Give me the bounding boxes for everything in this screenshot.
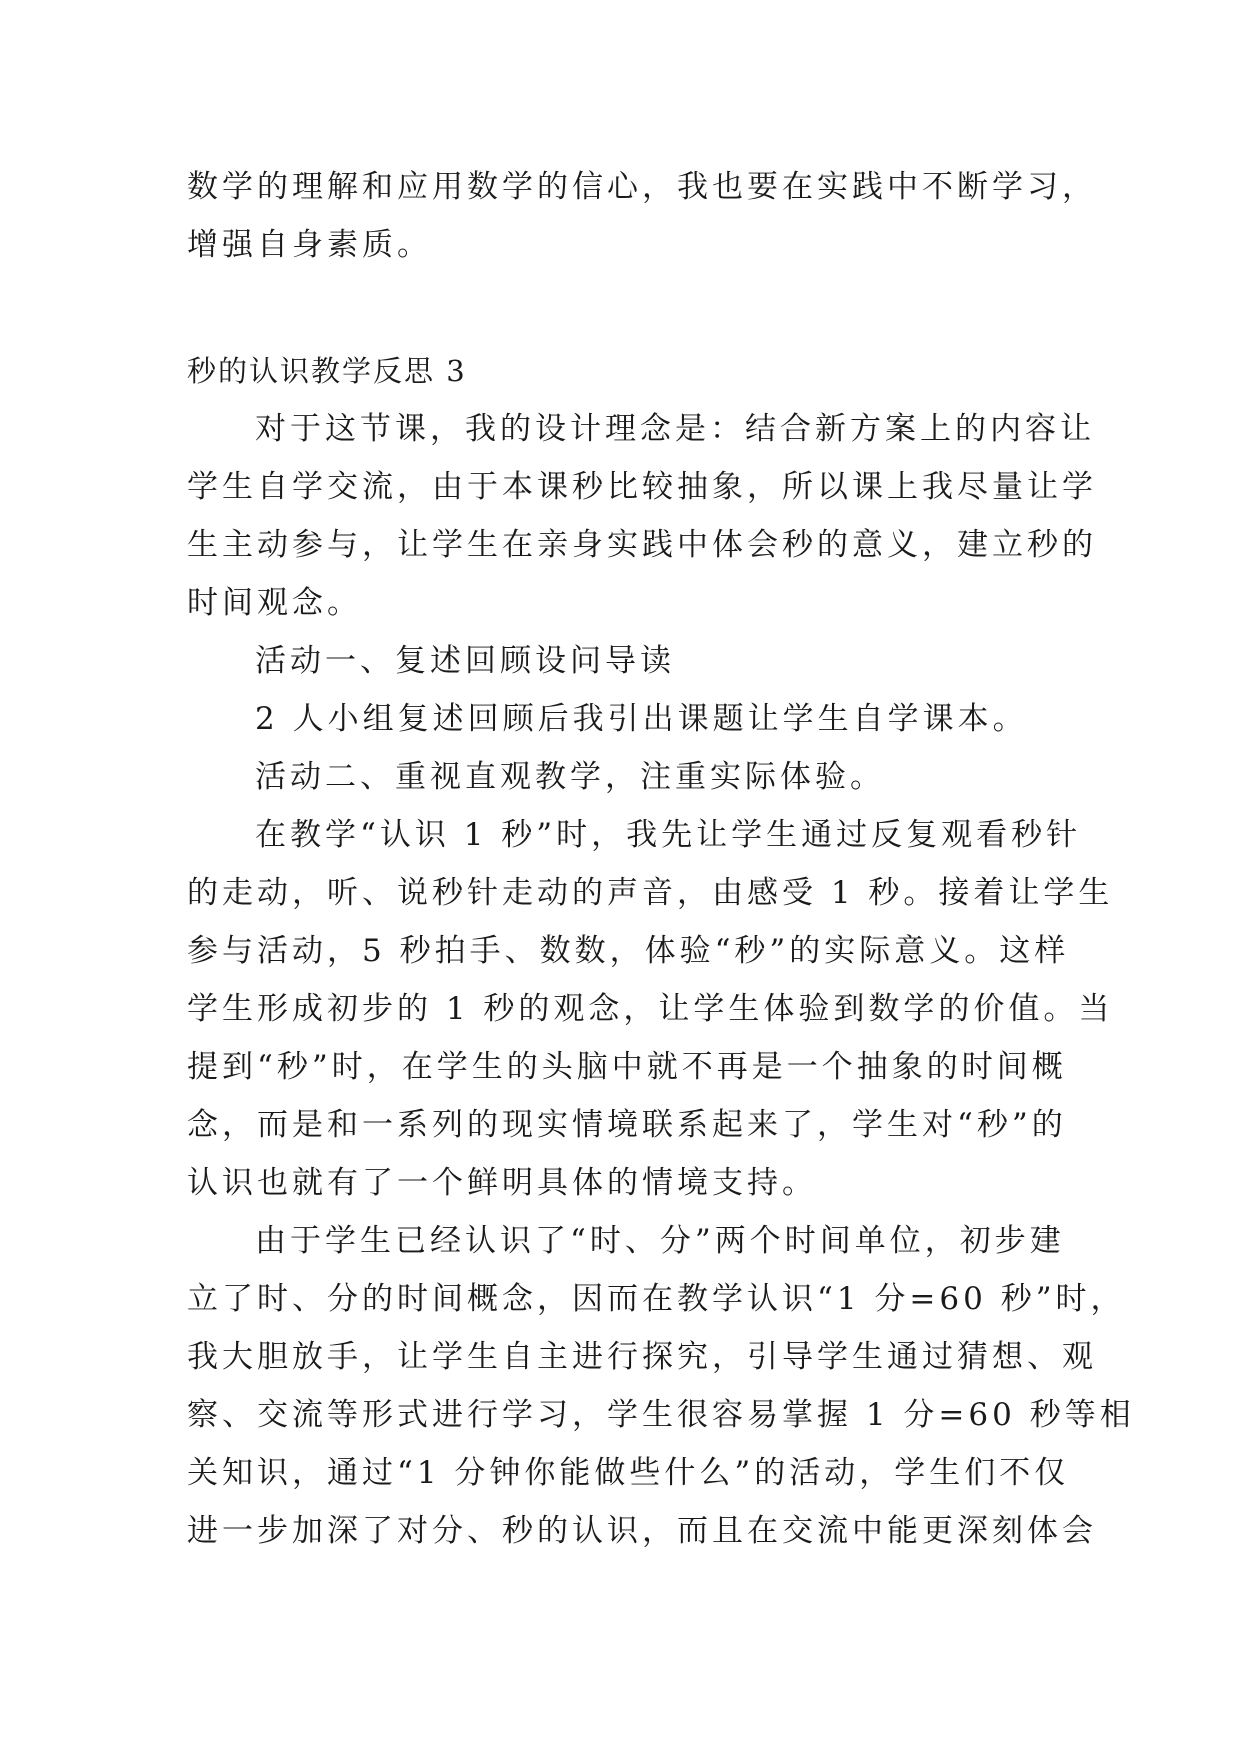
activity-two-heading	[187, 748, 1055, 806]
text-line: 察、交流等形式进行学习，学生很容易掌握 1 分=60 秒等相	[187, 1397, 1135, 1433]
text-line: 学生形成初步的 1 秒的观念，让学生体验到数学的价值。当	[187, 991, 1114, 1027]
text-line: 参与活动，5 秒拍手、数数，体验“秒”的实际意义。这样	[187, 933, 1070, 969]
activity-one-heading	[187, 632, 1055, 690]
text-line: 增强自身素质。	[187, 227, 432, 263]
text-line: 关知识，通过“1 分钟你能做些什么”的活动，学生们不仅	[187, 1455, 1070, 1491]
paragraph-minute-seconds	[187, 1212, 1135, 1560]
text-line: 活动二、重视直观教学，注重实际体验。	[255, 759, 885, 795]
text-line: 认识也就有了一个鲜明具体的情境支持。	[187, 1165, 817, 1201]
section-title: 秒的认识教学反思 3	[187, 354, 467, 388]
paragraph-gap	[187, 274, 1055, 342]
text-line: 对于这节课，我的设计理念是：结合新方案上的内容让	[255, 411, 1095, 447]
text-line: 提到“秒”时，在学生的头脑中就不再是一个抽象的时间概	[187, 1049, 1067, 1085]
text-line: 时间观念。	[187, 585, 362, 621]
text-line: 念，而是和一系列的现实情境联系起来了，学生对“秒”的	[187, 1107, 1067, 1143]
paragraph-intro	[187, 400, 1097, 632]
text-line: 进一步加深了对分、秒的认识，而且在交流中能更深刻体会	[187, 1513, 1097, 1549]
text-line: 由于学生已经认识了“时、分”两个时间单位，初步建	[255, 1223, 1065, 1259]
text-line: 活动一、复述回顾设问导读	[255, 643, 675, 679]
continuation-paragraph	[187, 158, 1097, 274]
text-line: 在教学“认识 1 秒”时，我先让学生通过反复观看秒针	[255, 817, 1082, 853]
text-line: 立了时、分的时间概念，因而在教学认识“1 分=60 秒”时，	[187, 1281, 1126, 1317]
text-line: 数学的理解和应用数学的信心，我也要在实践中不断学习，	[187, 169, 1097, 205]
text-line: 2 人小组复述回顾后我引出课题让学生自学课本。	[255, 701, 1028, 737]
paragraph-group-review	[187, 690, 1055, 748]
text-line: 学生自学交流，由于本课秒比较抽象，所以课上我尽量让学	[187, 469, 1097, 505]
paragraph-one-second	[187, 806, 1114, 1212]
text-line: 生主动参与，让学生在亲身实践中体会秒的意义，建立秒的	[187, 527, 1097, 563]
document-body	[187, 158, 1135, 1560]
text-line: 的走动，听、说秒针走动的声音，由感受 1 秒。接着让学生	[187, 875, 1114, 911]
text-line: 我大胆放手，让学生自主进行探究，引导学生通过猜想、观	[187, 1339, 1097, 1375]
